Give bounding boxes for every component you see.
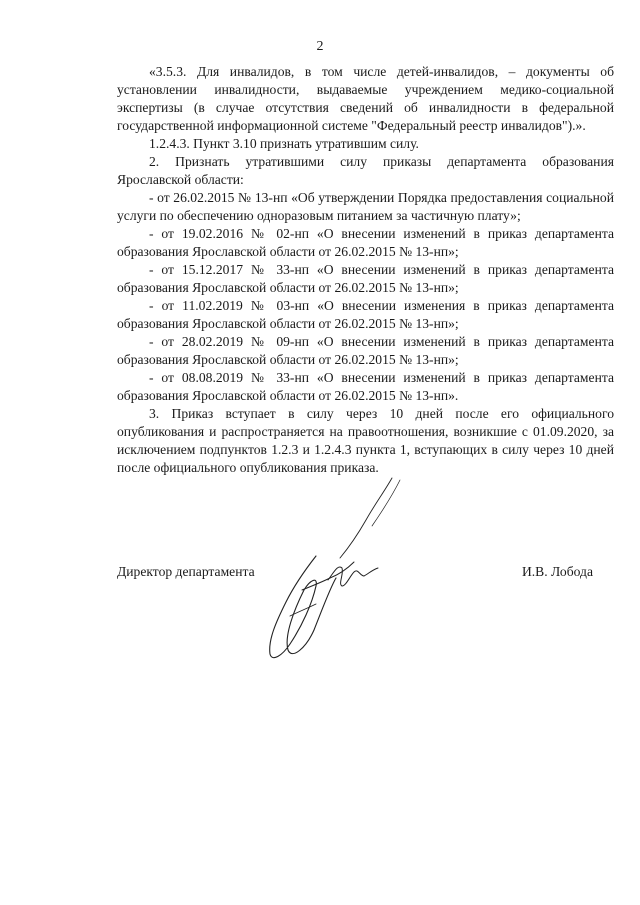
page-number: 2 [316, 39, 324, 54]
list-item: - от 28.02.2019 № 09-нп «О внесении изменений в приказ департамента образования Ярославской области от 26.02.2015 № 13-нп»; [117, 334, 614, 367]
paragraph-3-5-3: «3.5.3. Для инвалидов, в том числе детей-инвалидов, – документы об установлении инвалидности, выдаваемые учреждением медико-социальной экспертизы (в случае отсутствия сведений об инвалидности в федеральной государственной информационной системе "Федеральный реестр инвалидов").». [117, 64, 614, 133]
paragraph-3: 3. Приказ вступает в силу через 10 дней после его официального опубликования и распространяется на правоотношения, возникшие с 01.09.2020, за исключением подпунктов 1.2.3 и 1.2.4.3 пункта 1, вступающих в силу через 10 дней после официального опубликования приказа. [117, 406, 614, 475]
handwritten-signature [170, 440, 430, 670]
signature-block [117, 563, 614, 583]
list-item: - от 11.02.2019 № 03-нп «О внесении изменения в приказ департамента образования Ярославской области от 26.02.2015 № 13-нп»; [117, 298, 614, 331]
list-item: - от 15.12.2017 № 33-нп «О внесении изменений в приказ департамента образования Ярославской области от 26.02.2015 № 13-нп»; [117, 262, 614, 295]
document-body [117, 63, 614, 477]
paragraph-1-2-4-3: 1.2.4.3. Пункт 3.10 признать утратившим силу. [149, 136, 419, 151]
signatory-name: И.В. Лобода [521, 564, 593, 579]
signatory-title: Директор департамента [117, 564, 255, 579]
list-item: - от 19.02.2016 № 02-нп «О внесении изменений в приказ департамента образования Ярославской области от 26.02.2015 № 13-нп»; [117, 226, 614, 259]
list-item: - от 08.08.2019 № 33-нп «О внесении изменений в приказ департамента образования Ярославской области от 26.02.2015 № 13-нп». [117, 370, 614, 403]
paragraph-2: 2. Признать утратившими силу приказы департамента образования Ярославской области: [117, 154, 614, 187]
list-item: - от 26.02.2015 № 13-нп «Об утверждении Порядка предоставления социальной услуги по обеспечению одноразовым питанием за частичную плату»; [117, 190, 614, 223]
